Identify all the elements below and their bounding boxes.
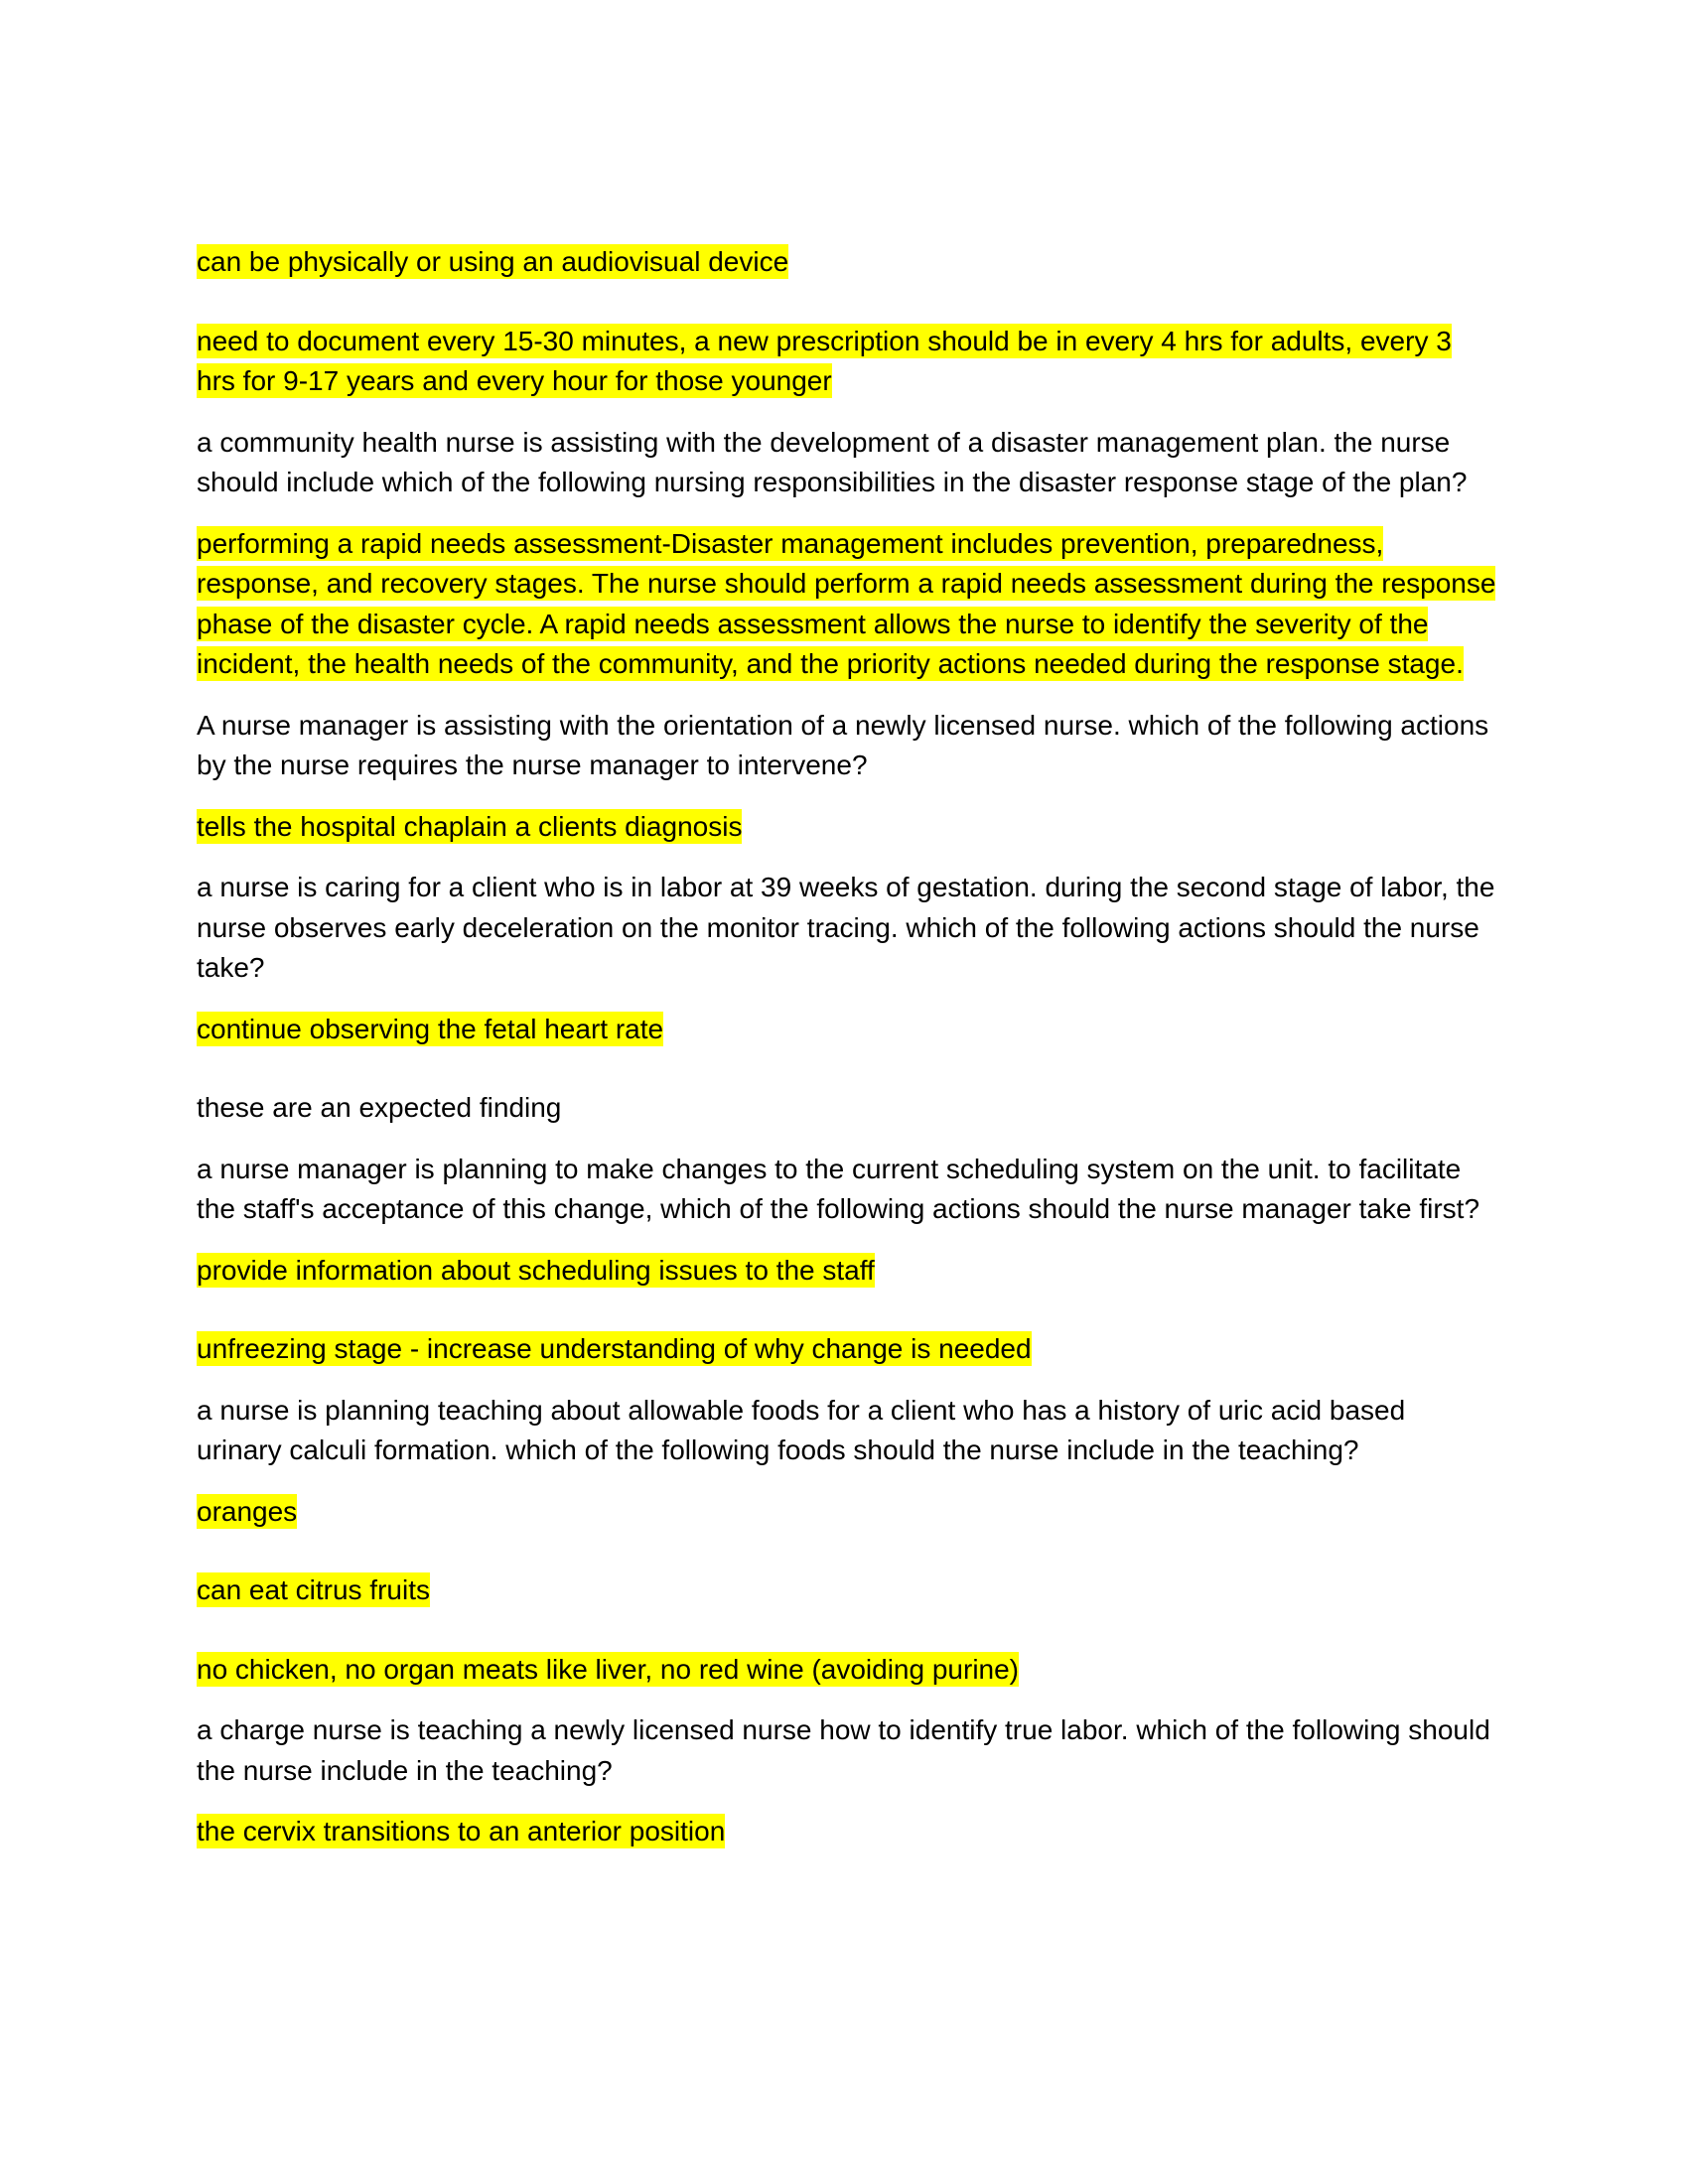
document-body [197, 242, 1497, 1873]
highlighted-text: performing a rapid needs assessment-Disaster management includes prevention, preparedness, response, and recovery stages. The nurse should perform a rapid needs assessment during the response phase of the disaster cycle. A rapid needs assessment allows the nurse to identify the severity of the incident, the health needs of the community, and the priority actions needed during the response stage. [197, 527, 1496, 679]
highlighted-text: provide information about scheduling issues to the staff [197, 1254, 875, 1286]
answer-paragraph [197, 1812, 1497, 1852]
answer-paragraph [197, 1329, 1497, 1370]
highlighted-text: oranges [197, 1495, 298, 1527]
answer-paragraph [197, 524, 1497, 685]
answer-paragraph [197, 1650, 1497, 1691]
question-paragraph: a nurse is planning teaching about allowable foods for a client who has a history of uric acid based urinary calculi formation. which of the following foods should the nurse include in the teaching? [197, 1394, 1406, 1465]
answer-paragraph [197, 1570, 1497, 1611]
question-paragraph: a nurse is caring for a client who is in labor at 39 weeks of gestation. during the second stage of labor, the nurse observes early deceleration on the monitor tracing. which of the following actions should the nurse take? [197, 872, 1495, 983]
answer-paragraph [197, 242, 1497, 283]
highlighted-text: tells the hospital chaplain a clients diagnosis [197, 810, 743, 842]
answer-paragraph [197, 807, 1497, 848]
highlighted-text: unfreezing stage - increase understanding of why change is needed [197, 1333, 1032, 1364]
highlighted-text: can be physically or using an audiovisual device [197, 246, 789, 277]
question-paragraph: a community health nurse is assisting with the development of a disaster management plan. the nurse should include which of the following nursing responsibilities in the disaster response stage of the plan? [197, 426, 1468, 497]
question-paragraph: a charge nurse is teaching a newly licensed nurse how to identify true labor. which of the following should the nurse include in the teaching? [197, 1714, 1490, 1786]
answer-paragraph [197, 1251, 1497, 1292]
highlighted-text: continue observing the fetal heart rate [197, 1013, 664, 1044]
answer-paragraph [197, 1492, 1497, 1533]
note-paragraph: these are an expected finding [197, 1092, 562, 1123]
highlighted-text: the cervix transitions to an anterior position [197, 1816, 726, 1846]
answer-paragraph [197, 1010, 1497, 1050]
answer-paragraph [197, 322, 1497, 402]
question-paragraph: A nurse manager is assisting with the orientation of a newly licensed nurse. which of the following actions by the nurse requires the nurse manager to intervene? [197, 709, 1489, 780]
highlighted-text: can eat citrus fruits [197, 1574, 430, 1605]
highlighted-text: need to document every 15-30 minutes, a new prescription should be in every 4 hrs for adults, every 3 hrs for 9-17 years and every hour for those younger [197, 325, 1452, 396]
highlighted-text: no chicken, no organ meats like liver, no red wine (avoiding purine) [197, 1653, 1020, 1685]
question-paragraph: a nurse manager is planning to make changes to the current scheduling system on the unit. to facilitate the staff's acceptance of this change, which of the following actions should the nurse manager take first? [197, 1153, 1480, 1224]
